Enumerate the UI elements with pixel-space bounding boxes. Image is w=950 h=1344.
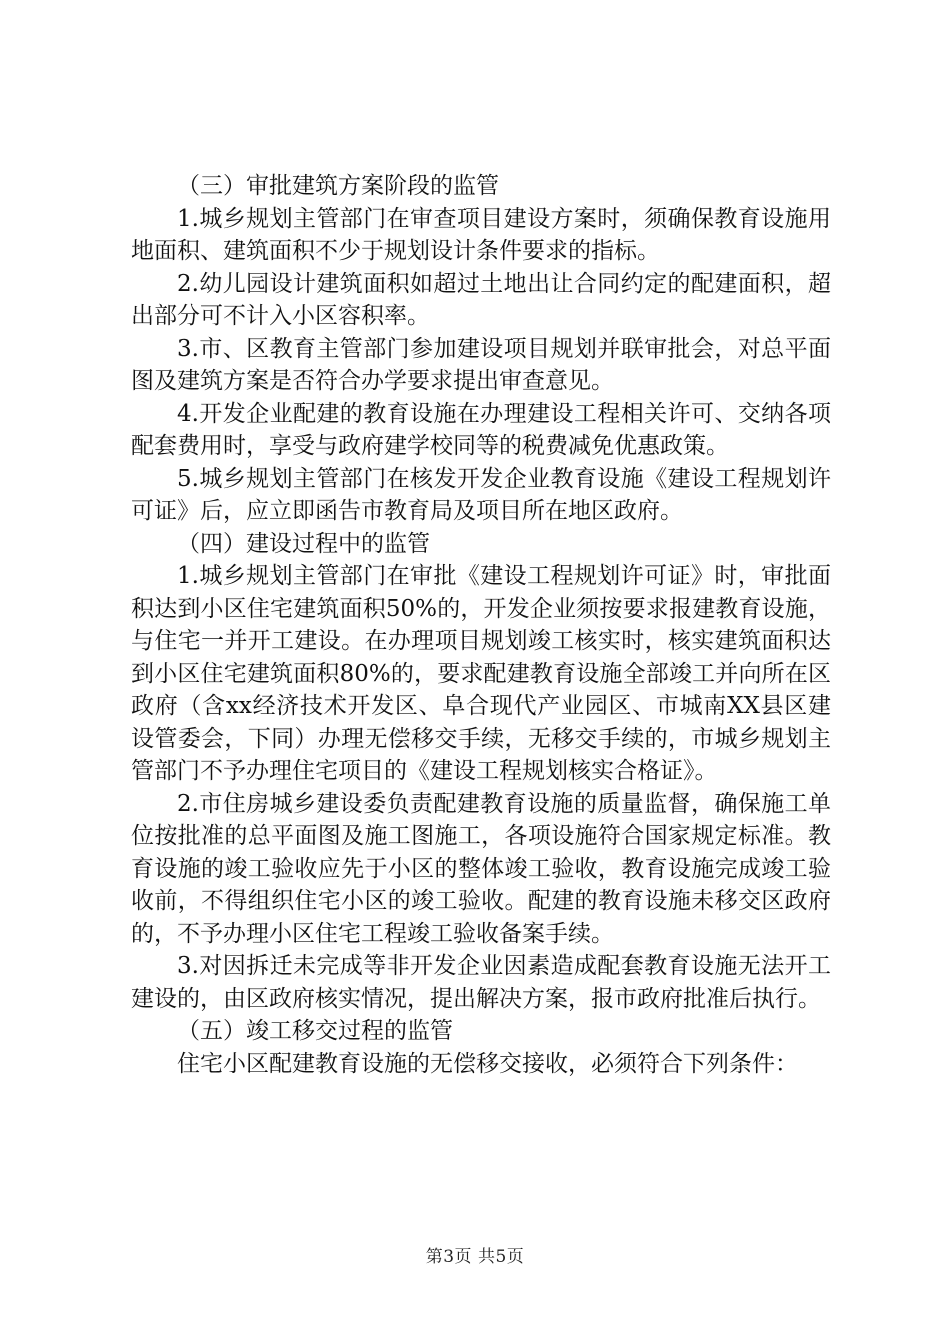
section-heading-3: （三）审批建筑方案阶段的监管 bbox=[177, 173, 499, 199]
section-heading-5: （五）竣工移交过程的监管 bbox=[177, 1018, 453, 1044]
paragraph: 住宅小区配建教育设施的无偿移交接收，必须符合下列条件： bbox=[177, 1050, 798, 1077]
paragraph: 2.市住房城乡建设委负责配建教育设施的质量监督，确保施工单位按批准的总平面图及施工图施工，各项设施符合国家规定标准。教育设施的竣工验收应先于小区的整体竣工验收，教育设施完成竣工验收前，不得组织住宅小区的竣工验收。配建的教育设施未移交区政府的，不予办理小区住宅工程竣工验收备案手续。 bbox=[131, 790, 831, 947]
paragraph: 4.开发企业配建的教育设施在办理建设工程相关许可、交纳各项配套费用时，享受与政府建学校同等的税费减免优惠政策。 bbox=[131, 400, 831, 459]
paragraph: 3.对因拆迁未完成等非开发企业因素造成配套教育设施无法开工建设的，由区政府核实情况，提出解决方案，报市政府批准后执行。 bbox=[131, 953, 831, 1012]
document-body bbox=[131, 170, 831, 1080]
paragraph: 1.城乡规划主管部门在审查项目建设方案时，须确保教育设施用地面积、建筑面积不少于规划设计条件要求的指标。 bbox=[131, 205, 831, 264]
paragraph: 2.幼儿园设计建筑面积如超过土地出让合同约定的配建面积，超出部分可不计入小区容积率。 bbox=[131, 270, 831, 329]
section-heading-4: （四）建设过程中的监管 bbox=[177, 530, 430, 557]
paragraph: 3.市、区教育主管部门参加建设项目规划并联审批会，对总平面图及建筑方案是否符合办学要求提出审查意见。 bbox=[131, 335, 831, 394]
page-number-footer: 第3页 共5页 bbox=[425, 1247, 525, 1267]
paragraph: 1.城乡规划主管部门在审批《建设工程规划许可证》时，审批面积达到小区住宅建筑面积50%的，开发企业须按要求报建教育设施，与住宅一并开工建设。在办理项目规划竣工核实时，核实建筑面积达到小区住宅建筑面积80%的，要求配建教育设施全部竣工并向所在区政府（含xx经济技术开发区、阜合现代产业园区、市城南XX县区建设管委会，下同）办理无偿移交手续，无移交手续的，市城乡规划主管部门不予办理住宅项目的《建设工程规划核实合格证》。 bbox=[131, 563, 831, 784]
paragraph: 5.城乡规划主管部门在核发开发企业教育设施《建设工程规划许可证》后，应立即函告市教育局及项目所在地区政府。 bbox=[131, 465, 831, 524]
